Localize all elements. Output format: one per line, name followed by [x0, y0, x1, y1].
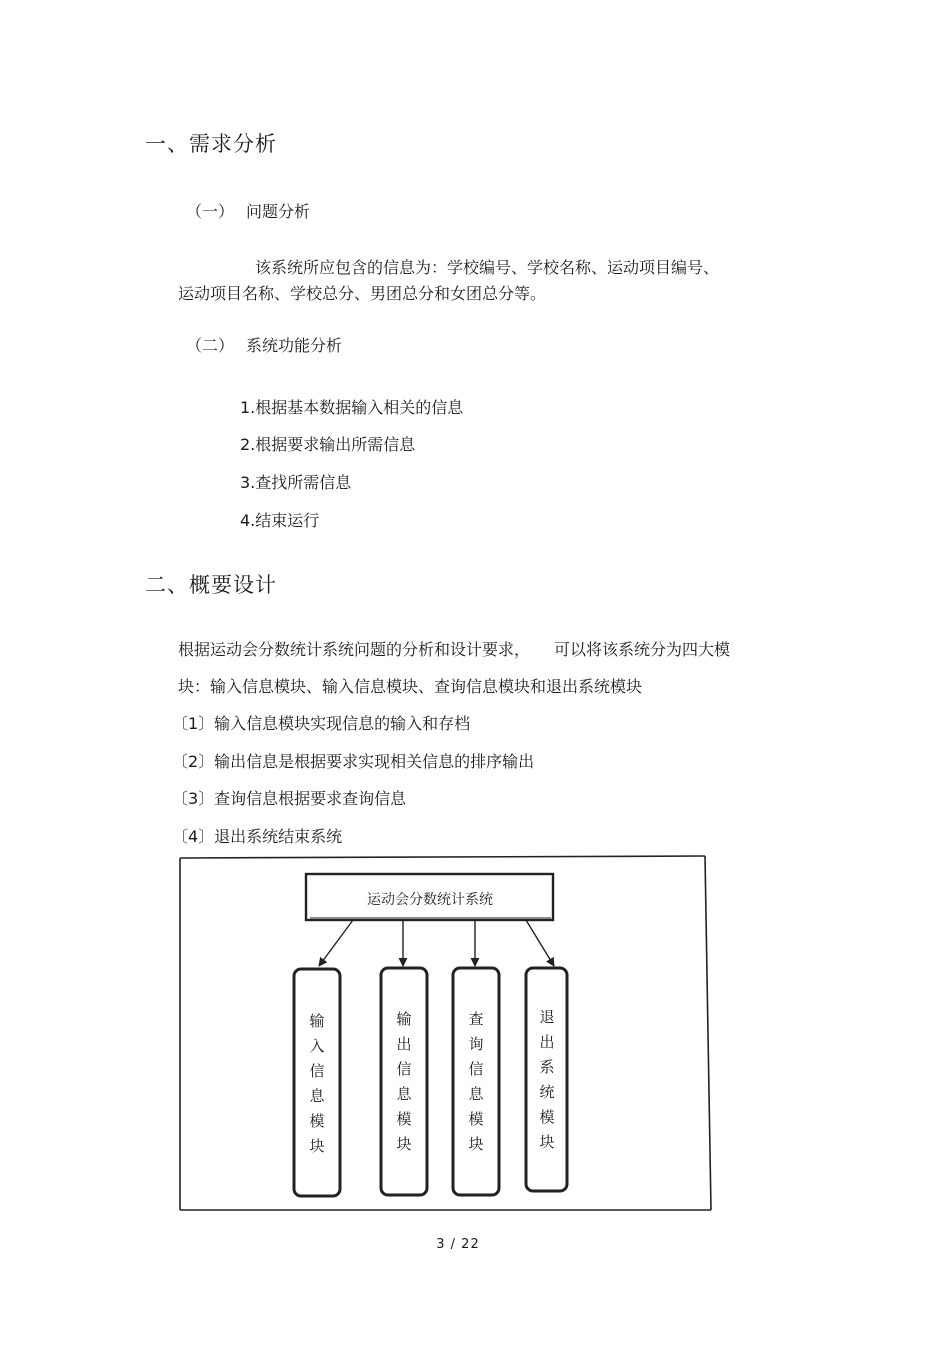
subsection-2-number: （二）	[186, 336, 235, 355]
function-item: 4.结束运行	[240, 511, 320, 530]
module-label-input: 输入信息模块	[309, 1012, 325, 1155]
diagram-canvas	[178, 854, 718, 1216]
section-2-title: 二、概要设计	[145, 573, 277, 597]
arrow	[319, 920, 353, 966]
module-label-query: 查询信息模块	[468, 1010, 484, 1153]
module-box-output	[381, 968, 427, 1195]
paragraph-2-line-1: 根据运动会分数统计系统问题的分析和设计要求， 可以将该系统分为四大模	[178, 640, 731, 659]
module-label-output: 输出信息模块	[396, 1010, 412, 1153]
paragraph-2-line-2: 块：输入信息模块、输入信息模块、查询信息模块和退出系统模块	[178, 677, 643, 696]
frame-right-border	[705, 856, 711, 1210]
module-description: 〔1〕输入信息模块实现信息的输入和存档	[172, 714, 471, 733]
function-item: 2.根据要求输出所需信息	[240, 435, 416, 454]
module-box-input	[294, 969, 340, 1196]
paragraph-1-line-2: 运动项目名称、学校总分、男团总分和女团总分等。	[178, 284, 547, 303]
subsection-2-title: 系统功能分析	[246, 336, 343, 355]
module-description: 〔3〕查询信息根据要求查询信息	[172, 789, 407, 808]
subsection-1-heading	[186, 199, 310, 222]
page-number: 3 / 22	[436, 1237, 480, 1252]
function-item: 1.根据基本数据输入相关的信息	[240, 398, 464, 417]
module-box-query	[453, 968, 499, 1195]
module-description: 〔4〕退出系统结束系统	[172, 827, 343, 846]
arrow	[526, 920, 554, 966]
module-label-exit: 退出系统模块	[539, 1008, 555, 1151]
root-label: 运动会分数统计系统	[367, 892, 493, 908]
module-structure-diagram	[178, 854, 718, 1216]
section-1-title: 一、需求分析	[145, 132, 277, 156]
subsection-1-title: 问题分析	[246, 202, 311, 221]
module-description: 〔2〕输出信息是根据要求实现相关信息的排序输出	[172, 752, 535, 771]
subsection-2-heading	[186, 333, 342, 356]
module-box-exit	[526, 968, 567, 1191]
frame-top-border	[180, 856, 705, 858]
subsection-1-number: （一）	[186, 202, 235, 221]
paragraph-1-line-1: 该系统所应包含的信息为：学校编号、学校名称、运动项目编号、	[255, 258, 720, 277]
function-item: 3.查找所需信息	[240, 473, 352, 492]
